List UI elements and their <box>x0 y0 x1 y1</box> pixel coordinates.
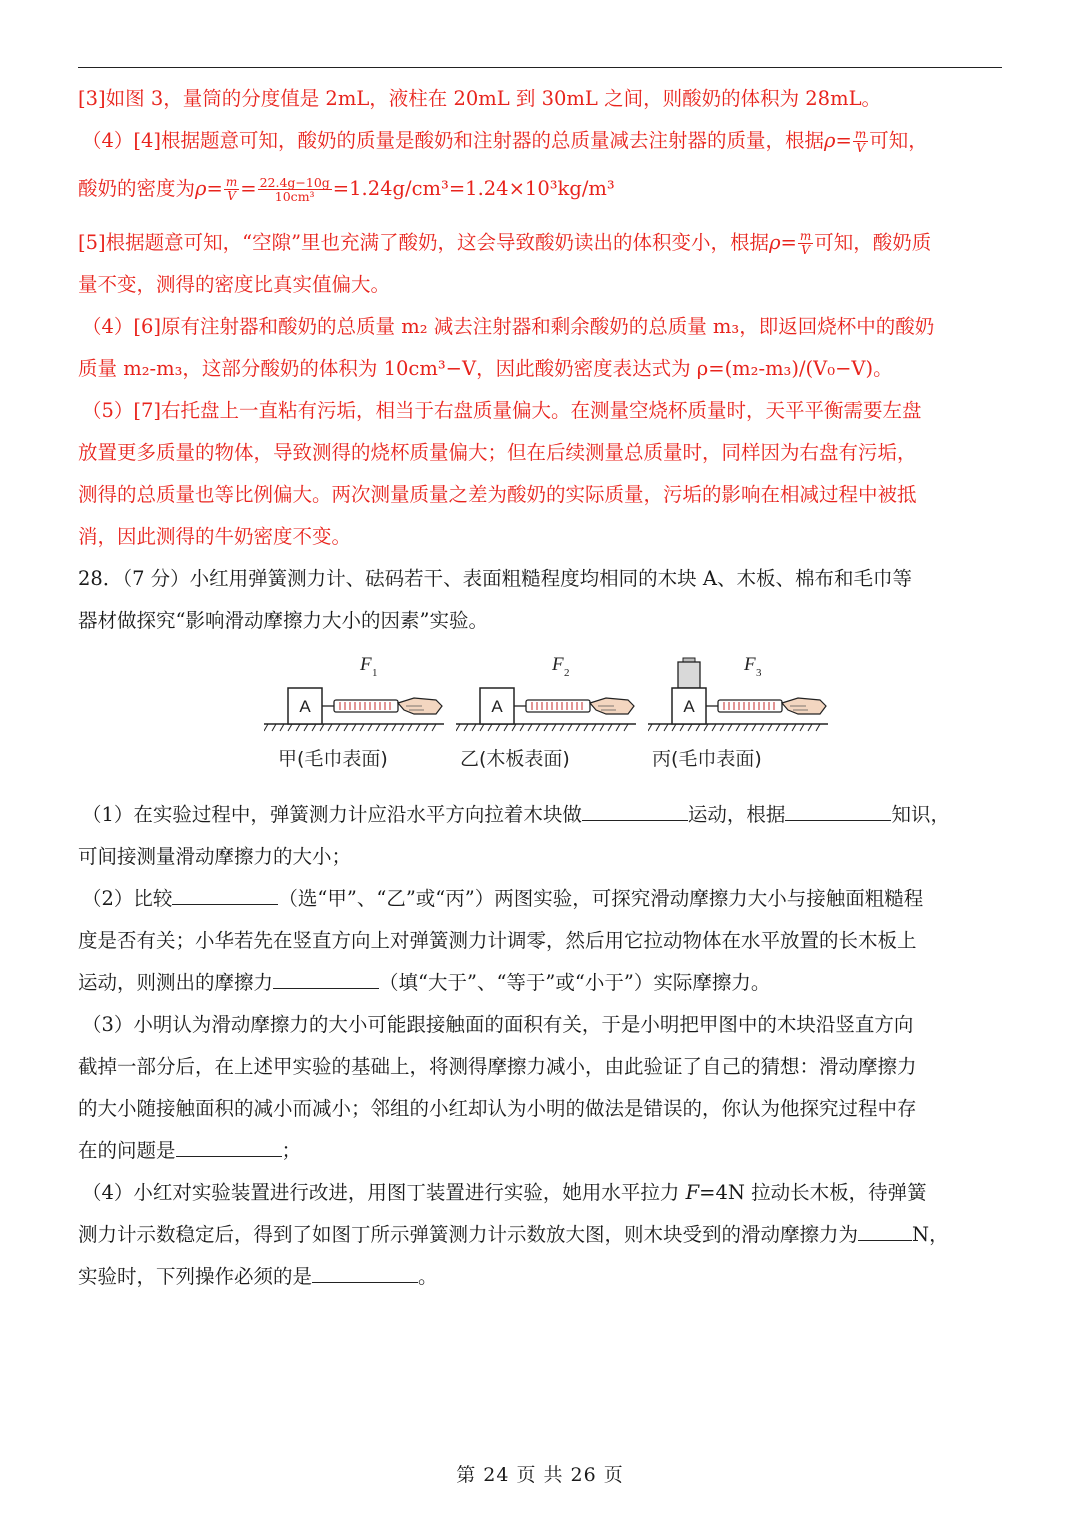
svg-text:A: A <box>491 697 503 716</box>
svg-text:F: F <box>360 654 372 675</box>
fraction-m-over-v: $\frac{m}{V}$ <box>854 127 867 155</box>
answer-line-7a: （5）[7]右托盘上一直粘有污垢，相当于右盘质量偏大。在测量空烧杯质量时，天平平衡需要左盘 <box>82 399 922 422</box>
question-part-2-line-3: 运动，则测出的摩擦力 （填“大于”、“等于”或“小于”）实际摩擦力。 <box>78 962 1004 1004</box>
question-part-3-line-3: 的大小随接触面积的减小而减小；邻组的小红却认为小明的做法是错误的，你认为他探究过程中存 <box>78 1097 917 1120</box>
figure-caption-yi: 乙(木板表面) <box>460 748 570 770</box>
answer-blank-1[interactable] <box>582 800 688 821</box>
question-part-2-line-2: 度是否有关；小华若先在竖直方向上对弹簧测力计调零，然后用它拉动物体在水平放置的长木板上 <box>78 929 917 952</box>
fraction-density-calc: $\frac{22.4g-10g}{\text{10cm³}}$ <box>259 175 330 204</box>
question-part-3-line-4: 在的问题是 ； <box>78 1130 1004 1172</box>
header-rule <box>78 67 1002 68</box>
answer-line-4b: 酸奶的密度为ρ= $\frac{m}{V}$ = $\frac{22.4g-10g}{\text{10cm³}}$ =1.24g/cm³=1.24×10³kg/m³ <box>78 175 615 204</box>
svg-text:3: 3 <box>756 667 762 679</box>
answer-line-4a: （4）[4]根据题意可知，酸奶的质量是酸奶和注射器的总质量减去注射器的质量，根据ρ= $\frac{m}{V}$ 可知， <box>82 127 928 155</box>
question-part-4-line-2: 测力计示数稳定后，得到了如图丁所示弹簧测力计示数放大图，则木块受到的滑动摩擦力为 N， <box>78 1214 1004 1256</box>
answer-line-6b: 质量 m₂-m₃，这部分酸奶的体积为 10cm³−V，因此酸奶密度表达式为 ρ=(m₂-m₃)/(V₀−V)。 <box>78 357 893 380</box>
figure-panel-bing <box>648 648 848 790</box>
answer-line-7b: 放置更多质量的物体，导致测得的烧杯质量偏大；但在后续测量总质量时，同样因为右盘有污垢， <box>78 441 917 464</box>
apparatus-diagram-1 <box>264 648 464 744</box>
svg-text:A: A <box>299 697 311 716</box>
figure-caption-jia: 甲(毛巾表面) <box>278 748 388 770</box>
apparatus-diagram-3 <box>648 648 848 744</box>
answer-blank-4[interactable] <box>273 968 379 989</box>
answer-blank-5[interactable] <box>176 1136 282 1157</box>
svg-text:A: A <box>683 697 695 716</box>
answer-line-3: [3]如图 3，量筒的分度值是 2mL，液柱在 20mL 到 30mL 之间，则酸奶的体积为 28mL。 <box>78 87 882 110</box>
question-intro-1: 28．（7 分）小红用弹簧测力计、砝码若干、表面粗糙程度均相同的木块 A、木板、棉布和毛巾等 <box>78 567 912 590</box>
spring-scale <box>526 700 590 712</box>
spring-scale <box>334 700 398 712</box>
question-part-4-line-1: （4）小红对实验装置进行改进，用图丁装置进行实验，她用水平拉力 F=4N 拉动长木板，待弹簧 <box>82 1181 927 1204</box>
figure-panel-yi <box>456 648 656 790</box>
answer-line-7c: 测得的总质量也等比例偏大。两次测量质量之差为酸奶的实际质量，污垢的影响在相减过程中被抵 <box>78 483 917 506</box>
answer-line-5b: 量不变，测得的密度比真实值偏大。 <box>78 273 391 296</box>
answer-blank-3[interactable] <box>172 884 278 905</box>
svg-text:2: 2 <box>564 667 570 679</box>
svg-text:F: F <box>552 654 564 675</box>
answer-blank-6[interactable] <box>858 1220 912 1241</box>
answer-line-7d: 消，因此测得的牛奶密度不变。 <box>78 525 352 548</box>
page-content <box>78 78 1004 1298</box>
answer-line-5a: [5]根据题意可知，“空隙”里也充满了酸奶，这会导致酸奶读出的体积变小，根据ρ= $\frac{m}{V}$ 可知，酸奶质 <box>78 229 932 257</box>
question-part-1-line-1: （1）在实验过程中，弹簧测力计应沿水平方向拉着木块做 运动，根据 知识， <box>78 794 1004 836</box>
answer-line-6a: （4）[6]原有注射器和酸奶的总质量 m₂ 减去注射器和剩余酸奶的总质量 m₃，即返回烧杯中的酸奶 <box>82 315 935 338</box>
svg-text:F: F <box>744 654 756 675</box>
question-part-2-line-1: （2）比较 （选“甲”、“乙”或“丙”）两图实验，可探究滑动摩擦力大小与接触面粗糙程 <box>78 878 1004 920</box>
question-part-3-line-1: （3）小明认为滑动摩擦力的大小可能跟接触面的面积有关，于是小明把甲图中的木块沿竖直方向 <box>82 1013 914 1036</box>
question-part-1-line-2: 可间接测量滑动摩擦力的大小； <box>78 845 352 868</box>
page-number-footer: 第 24 页 共 26 页 <box>456 1464 624 1486</box>
answer-blank-7[interactable] <box>312 1262 418 1283</box>
weight-icon <box>678 662 700 688</box>
answer-blank-2[interactable] <box>785 800 891 821</box>
friction-experiment-figure <box>78 648 1004 790</box>
spring-scale <box>718 700 782 712</box>
question-part-3-line-2: 截掉一部分后，在上述甲实验的基础上，将测得摩擦力减小，由此验证了自己的猜想：滑动摩擦力 <box>78 1055 917 1078</box>
svg-text:1: 1 <box>372 667 378 679</box>
question-part-4-line-3: 实验时，下列操作必须的是 。 <box>78 1256 1004 1298</box>
figure-caption-bing: 丙(毛巾表面) <box>652 748 762 770</box>
figure-panel-jia <box>264 648 464 790</box>
apparatus-diagram-2 <box>456 648 656 744</box>
question-intro-2: 器材做探究“影响滑动摩擦力大小的因素”实验。 <box>78 609 488 632</box>
